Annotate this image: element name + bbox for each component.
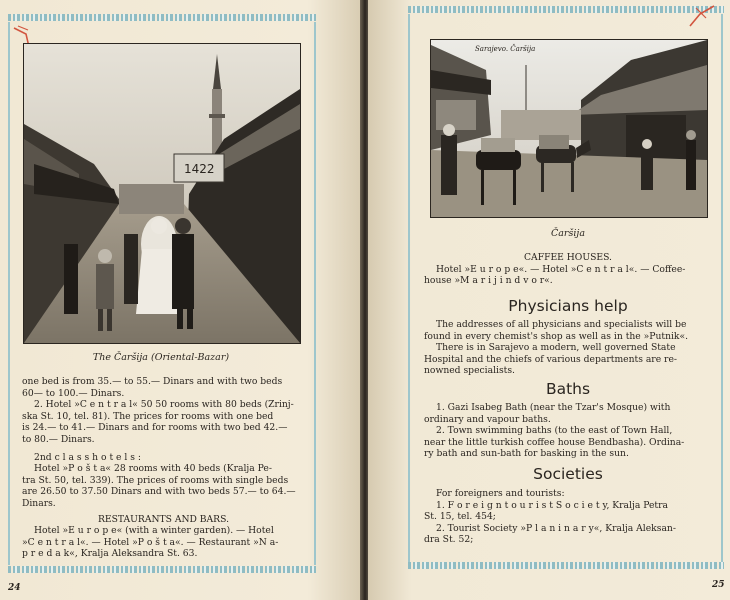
text-line: Hotel »E u r o p e« (with a winter garden). — Hotel <box>34 525 274 537</box>
text-line: p r e d a k«, Kralja Aleksandra St. 63. <box>22 548 198 560</box>
text-line: ry bath and sun-bath for basking in the sun. <box>424 448 629 460</box>
physicians-section <box>424 319 712 377</box>
photo-label: Sarajevo. Čaršija <box>475 45 536 53</box>
text-line: 2. Hotel »C e n t r a l« 50 50 rooms with 80 beds (Zrinj- <box>34 399 294 411</box>
bottom-border-band <box>8 566 316 573</box>
text-line: 2. Town swimming baths (to the east of Town Hall, <box>436 425 673 437</box>
top-border-band <box>408 6 724 13</box>
right-border-line <box>721 14 723 562</box>
text-line: 60— to 100.— Dinars. <box>22 387 125 399</box>
text-line: near the little turkish coffee house Bendbasha). Ordina- <box>424 436 685 448</box>
text-line: Hotel »P o š t a« 28 rooms with 40 beds (Kralja Pe- <box>34 463 272 475</box>
right-photo-caption: Čaršija <box>551 228 585 239</box>
text-line: are 26.50 to 37.50 Dinars and with two beds 57.— to 64.— <box>22 486 296 498</box>
cafe-section <box>424 252 712 287</box>
text-line: For foreigners and tourists: <box>436 488 565 499</box>
text-line: »C e n t r a l«. — Hotel »P o š t a«. — Restaurant »N a- <box>22 536 279 548</box>
text-line: is 24.— to 41.— Dinars and for rooms with two bed 42.— <box>22 422 288 434</box>
text-line: Hotel »E u r o p e«. — Hotel »C e n t r a l«. — Coffee- <box>436 263 686 275</box>
shop-sign-text: 1422 <box>184 162 215 176</box>
societies-section <box>424 488 712 546</box>
right-page <box>368 0 730 600</box>
text-line: dra St. 52; <box>424 534 474 546</box>
left-photo-caption: The Čaršija (Oriental-Bazar) <box>92 352 230 363</box>
left-page <box>0 0 362 600</box>
bazar-photo <box>23 43 301 344</box>
text-line: ska St. 10, tel. 81). The prices for rooms with one bed <box>22 410 274 422</box>
text-line: nowned specialists. <box>424 365 515 377</box>
right-border-line <box>314 22 316 565</box>
text-line: one bed is from 35.— to 55.— Dinars and with two beds <box>22 376 283 387</box>
page-number-right: 25 <box>712 580 725 590</box>
text-line: There is in Sarajevo a modern, well governed State <box>436 342 676 354</box>
societies-heading: Societies <box>533 465 603 483</box>
text-line: found in every chemist's shop as well as in the »Putnik«. <box>424 330 689 342</box>
text-line: 2nd c l a s s h o t e l s : <box>34 451 142 463</box>
text-line: tra St. 50, tel. 339). The prices of rooms with single beds <box>22 474 289 486</box>
text-line: 2. Tourist Society »P l a n i n a r y«, Kralja Aleksan- <box>436 522 676 534</box>
pen-mark-icon <box>686 2 716 30</box>
left-border-line <box>408 14 410 562</box>
baths-heading: Baths <box>545 380 591 398</box>
top-border-band <box>8 14 316 21</box>
baths-section <box>424 402 712 460</box>
left-body-text <box>22 376 305 560</box>
physicians-heading: Physicians help <box>508 297 628 315</box>
left-border-line <box>8 22 10 565</box>
carsija-photo <box>430 39 708 218</box>
text-line: 1. Gazi Isabeg Bath (near the Tzar's Mosque) with <box>436 402 671 413</box>
section-heading: CAFFEE HOUSES. <box>524 252 612 263</box>
text-line: to 80.— Dinars. <box>22 433 95 445</box>
page-number-left: 24 <box>8 583 21 593</box>
text-line: Dinars. <box>22 497 56 509</box>
text-line: ordinary and vapour baths. <box>424 413 551 425</box>
text-line: St. 15, tel. 454; <box>424 511 496 523</box>
text-line: house »M a r i j i n d v o r«. <box>424 275 553 287</box>
section-heading: RESTAURANTS AND BARS. <box>97 513 229 525</box>
text-line: Hospital and the chiefs of various departments are re- <box>424 353 677 365</box>
text-line: 1. F o r e i g n t o u r i s t S o c i e t y, Kralja Petra <box>436 499 668 511</box>
text-line: The addresses of all physicians and specialists will be <box>436 319 687 330</box>
bottom-border-band <box>408 562 724 569</box>
